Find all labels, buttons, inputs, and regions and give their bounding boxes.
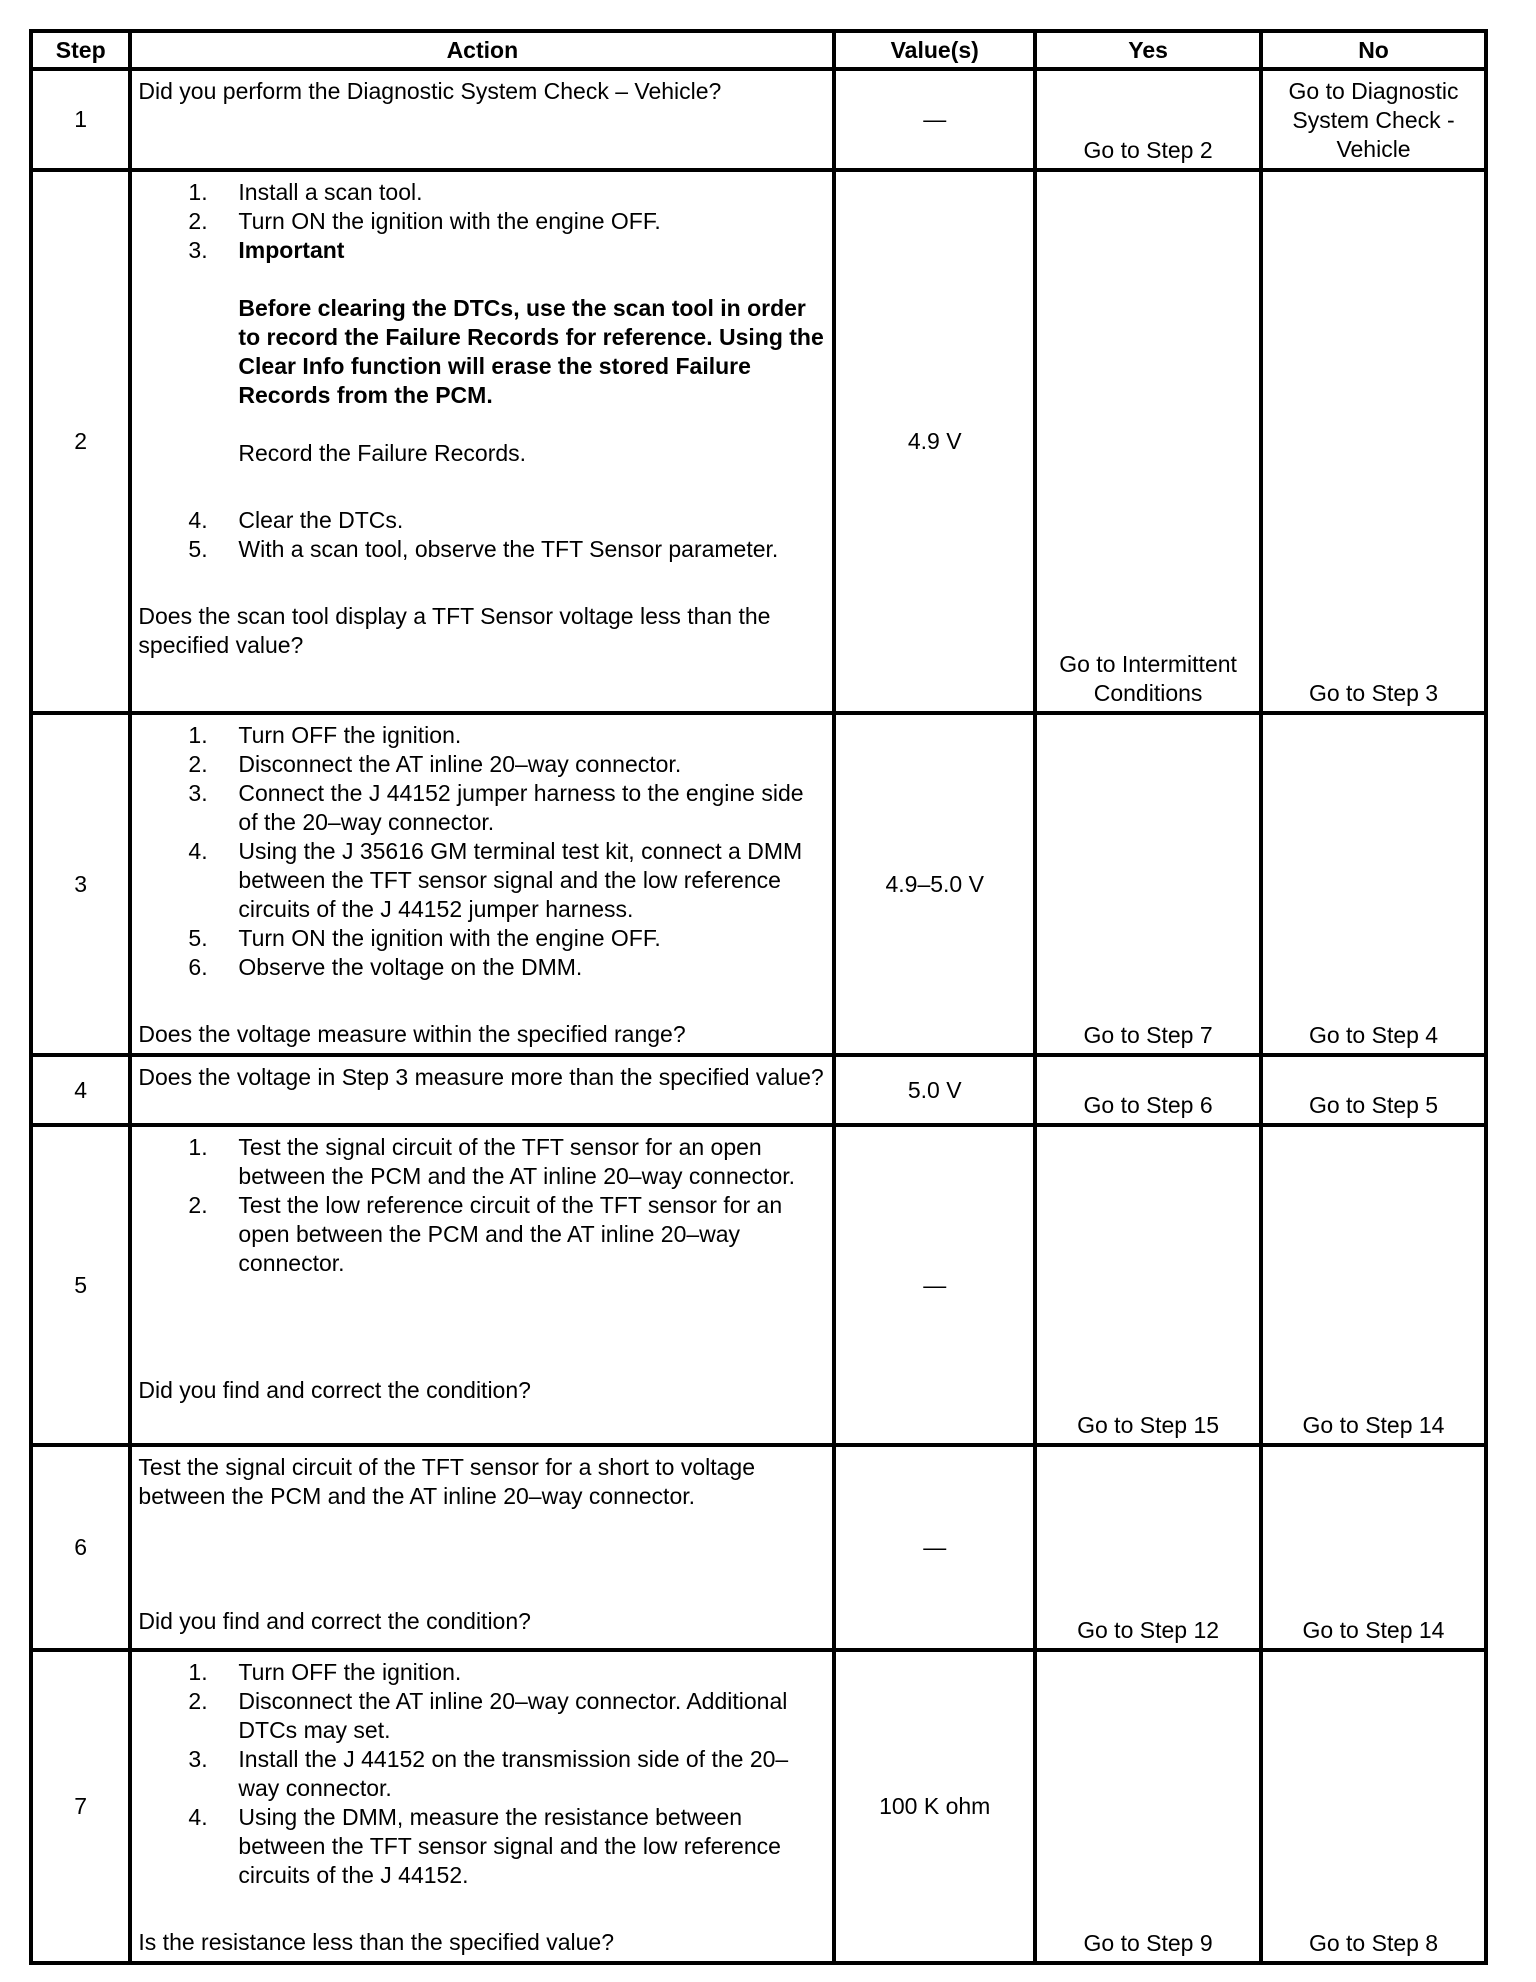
no-text: Go to Step 3 [1308,680,1439,706]
list-item: 4. Clear the DTCs. [188,507,404,533]
list-item: 5. Turn ON the ignition with the engine OFF. [188,925,661,951]
table-row [31,1650,1486,1963]
yes-text: Go to Step 6 [1083,1092,1213,1118]
table-row [31,713,1486,1055]
yes-text: Go to Step 7 [1083,1022,1213,1048]
action-question: Is the resistance less than the specified value? [138,1929,615,1955]
table-row [31,1055,1486,1125]
list-item: 1. Turn OFF the ignition. [188,1659,462,1685]
table-row [31,1445,1486,1650]
list-item: 1. Turn OFF the ignition. [188,722,462,748]
list-item: 1. Test the signal circuit of the TFT sensor for an open between the PCM and the AT inline 20–way connector. [188,1134,796,1189]
step-number: 2 [31,170,130,713]
no-cell [1261,1055,1486,1125]
action-question: Did you find and correct the condition? [138,1608,531,1634]
action-lead: Test the signal circuit of the TFT sensor for a short to voltage between the PCM and the AT inline 20–way connector. [138,1454,756,1509]
list-item: 2. Test the low reference circuit of the TFT sensor for an open between the PCM and the AT inline 20–way connector. [188,1192,783,1276]
action-cell [130,1125,834,1445]
yes-cell [1035,1055,1261,1125]
list-item: 1. Install a scan tool. [188,179,423,205]
yes-cell [1035,1650,1261,1963]
list-item: 2. Turn ON the ignition with the engine OFF. [188,208,661,234]
action-steps-continued [138,506,828,564]
no-text: Go to Step 14 [1302,1412,1445,1438]
action-steps [138,1658,828,1890]
action-steps [138,178,828,265]
action-cell [130,1650,834,1963]
no-text: Go to Step 8 [1308,1930,1439,1956]
yes-text: Go to Step 9 [1083,1930,1213,1956]
step-number: 3 [31,713,130,1055]
action-question: Does the voltage in Step 3 measure more than the specified value? [138,1064,824,1090]
list-item: 2. Disconnect the AT inline 20–way connector. [188,751,682,777]
yes-cell [1035,69,1261,170]
no-cell [1261,713,1486,1055]
step-number: 1 [31,69,130,170]
action-steps [138,1133,828,1278]
no-cell [1261,1650,1486,1963]
yes-cell [1035,1445,1261,1650]
list-item: 4. Using the J 35616 GM terminal test kit, connect a DMM between the TFT sensor signal and the low reference circuits of the J 44152 jumper harness. [188,838,803,922]
important-note: Before clearing the DTCs, use the scan tool in order to record the Failure Records for reference. Using the Clear Info function will erase the stored Failure Records from the PCM. [238,295,824,408]
header-no: No [1261,31,1486,69]
no-text: Go to Step 4 [1308,1022,1439,1048]
important-action: Record the Failure Records. [238,440,527,466]
diagnostic-table [29,29,1488,1965]
list-item: 6. Observe the voltage on the DMM. [188,954,583,980]
yes-text: Go to Step 15 [1077,1412,1220,1438]
value-cell: 4.9 V [834,170,1035,713]
list-item: 4. Using the DMM, measure the resistance between between the TFT sensor signal and the low reference circuits of the J 44152. [188,1804,781,1888]
step-number: 6 [31,1445,130,1650]
yes-cell [1035,1125,1261,1445]
table-row [31,1125,1486,1445]
table-row [31,69,1486,170]
action-cell [130,69,834,170]
value-cell: 100 K ohm [834,1650,1035,1963]
no-text: Go to Step 14 [1302,1617,1445,1643]
value-cell: — [834,69,1035,170]
no-text: Go to Diagnostic System Check - Vehicle [1288,78,1459,162]
value-cell: — [834,1125,1035,1445]
header-step: Step [31,31,130,69]
value-cell: 4.9–5.0 V [834,713,1035,1055]
value-cell: — [834,1445,1035,1650]
header-values: Value(s) [834,31,1035,69]
no-cell [1261,1445,1486,1650]
action-question: Did you perform the Diagnostic System Check – Vehicle? [138,78,722,104]
yes-cell [1035,713,1261,1055]
yes-text: Go to Step 12 [1077,1617,1220,1643]
action-cell [130,1445,834,1650]
list-item: 2. Disconnect the AT inline 20–way connector. Additional DTCs may set. [188,1688,788,1743]
header-yes: Yes [1035,31,1261,69]
action-cell [130,1055,834,1125]
action-question: Does the scan tool display a TFT Sensor voltage less than the specified value? [138,603,771,658]
no-cell [1261,69,1486,170]
list-item: 3. Install the J 44152 on the transmission side of the 20–way connector. [188,1746,789,1801]
list-item: 3. Connect the J 44152 jumper harness to the engine side of the 20–way connector. [188,780,804,835]
value-cell: 5.0 V [834,1055,1035,1125]
header-action: Action [130,31,834,69]
action-question: Did you find and correct the condition? [138,1377,531,1403]
step-number: 7 [31,1650,130,1963]
header-row [31,31,1486,69]
step-number: 4 [31,1055,130,1125]
no-text: Go to Step 5 [1308,1092,1439,1118]
action-cell [130,170,834,713]
no-cell [1261,1125,1486,1445]
table-row [31,170,1486,713]
action-question: Does the voltage measure within the specified range? [138,1021,686,1047]
action-steps [138,721,828,982]
yes-text: Go to Intermittent Conditions [1059,651,1237,706]
list-item: 5. With a scan tool, observe the TFT Sensor parameter. [188,536,779,562]
step-number: 5 [31,1125,130,1445]
list-item: 3. Important [188,237,345,263]
yes-text: Go to Step 2 [1083,137,1213,163]
action-cell [130,713,834,1055]
no-cell [1261,170,1486,713]
yes-cell [1035,170,1261,713]
